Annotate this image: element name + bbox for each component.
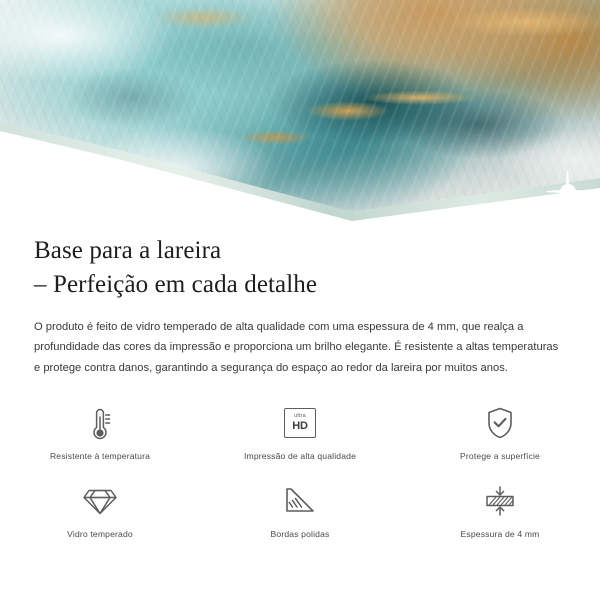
ultra-hd-badge-top: ultra bbox=[294, 413, 306, 420]
feature-thickness bbox=[400, 476, 600, 554]
description-paragraph: O produto é feito de vidro temperado de alta qualidade com uma espessura de 4 mm, que realça a profundidade das cores da impressão e proporciona um brilho elegante. É resistente a altas temperaturas e protege contra danos, garantindo a segurança do espaço ao redor da lareira por muitos anos. bbox=[34, 321, 559, 374]
feature-polished-edges bbox=[200, 476, 400, 554]
hero-image bbox=[0, 0, 600, 222]
thermometer-icon bbox=[83, 402, 117, 444]
feature-label: Protege a superfície bbox=[460, 451, 540, 461]
headline-line-2: – Perfeição em cada detalhe bbox=[34, 270, 318, 298]
thickness-icon bbox=[480, 480, 520, 522]
diamond-icon bbox=[82, 480, 118, 522]
feature-label: Vidro temperado bbox=[67, 529, 133, 539]
ultra-hd-badge-bottom: HD bbox=[292, 419, 308, 432]
feature-label: Espessura de 4 mm bbox=[460, 529, 540, 539]
feature-tempered-glass bbox=[0, 476, 200, 554]
feature-label: Impressão de alta qualidade bbox=[243, 451, 357, 461]
text-content bbox=[0, 222, 600, 378]
marble-artwork bbox=[0, 0, 600, 222]
polished-edges-icon bbox=[282, 480, 318, 522]
glass-panel-artwork bbox=[0, 0, 600, 222]
feature-label: Resistente à temperatura bbox=[49, 451, 151, 461]
ultra-hd-icon bbox=[284, 402, 316, 444]
feature-surface-protection bbox=[400, 398, 600, 476]
feature-grid bbox=[0, 398, 600, 554]
sparkle-small-icon bbox=[569, 196, 595, 222]
shield-check-icon bbox=[483, 402, 517, 444]
feature-temperature-resistant bbox=[0, 398, 200, 476]
page-title bbox=[0, 222, 600, 301]
feature-label: Bordas polidas bbox=[270, 529, 330, 539]
artwork-highlight-layer bbox=[0, 0, 600, 222]
headline-line-1: Base para a lareira bbox=[34, 237, 222, 264]
feature-print-quality bbox=[200, 398, 400, 476]
